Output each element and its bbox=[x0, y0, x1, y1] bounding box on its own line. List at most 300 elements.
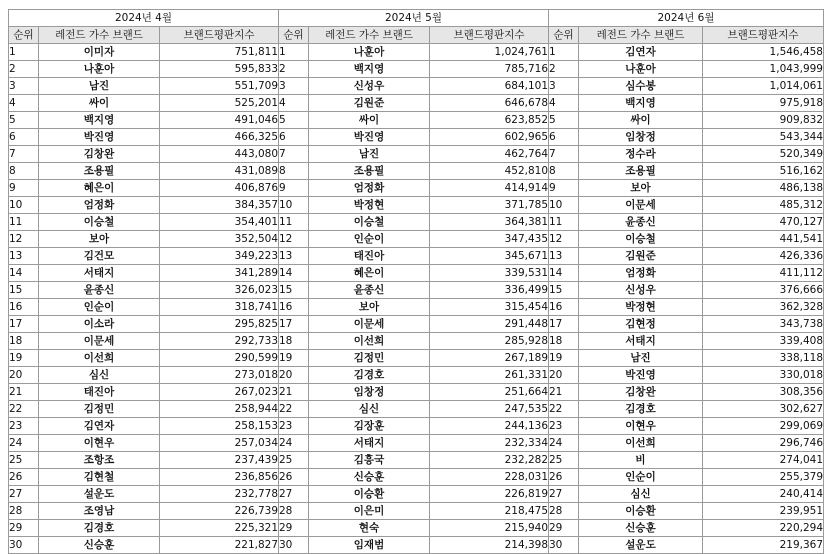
rank-cell: 14 bbox=[549, 265, 579, 282]
rank-cell: 4 bbox=[9, 95, 39, 112]
table-row bbox=[9, 112, 279, 129]
index-value-cell: 318,741 bbox=[160, 299, 279, 316]
rank-cell: 13 bbox=[549, 248, 579, 265]
table-row bbox=[549, 367, 824, 384]
rank-cell: 9 bbox=[9, 180, 39, 197]
rank-cell: 2 bbox=[549, 61, 579, 78]
index-value-cell: 239,951 bbox=[703, 503, 824, 520]
rank-cell: 12 bbox=[9, 231, 39, 248]
rank-cell: 23 bbox=[9, 418, 39, 435]
index-value-cell: 261,331 bbox=[430, 367, 549, 384]
table-row bbox=[9, 197, 279, 214]
table-row bbox=[9, 180, 279, 197]
table-row bbox=[549, 214, 824, 231]
rank-cell: 16 bbox=[549, 299, 579, 316]
table-row bbox=[549, 333, 824, 350]
brand-name-cell: 이문세 bbox=[579, 197, 703, 214]
index-value-cell: 684,101 bbox=[430, 78, 549, 95]
brand-name-cell: 임재범 bbox=[309, 537, 430, 554]
table-row bbox=[279, 180, 549, 197]
index-value-cell: 226,739 bbox=[160, 503, 279, 520]
index-value-cell: 296,746 bbox=[703, 435, 824, 452]
brand-name-cell: 나훈아 bbox=[39, 61, 160, 78]
rank-cell: 18 bbox=[9, 333, 39, 350]
rank-cell: 10 bbox=[9, 197, 39, 214]
table-row bbox=[279, 95, 549, 112]
rank-cell: 1 bbox=[549, 44, 579, 61]
rank-cell: 12 bbox=[549, 231, 579, 248]
table-row bbox=[549, 197, 824, 214]
table-row bbox=[549, 265, 824, 282]
brand-name-cell: 신성우 bbox=[579, 282, 703, 299]
index-value-cell: 215,940 bbox=[430, 520, 549, 537]
index-value-cell: 267,023 bbox=[160, 384, 279, 401]
index-value-cell: 299,069 bbox=[703, 418, 824, 435]
index-value-cell: 339,531 bbox=[430, 265, 549, 282]
brand-name-cell: 조항조 bbox=[39, 452, 160, 469]
rank-cell: 19 bbox=[9, 350, 39, 367]
rank-header: 순위 bbox=[9, 27, 39, 44]
index-value-cell: 376,666 bbox=[703, 282, 824, 299]
table-row bbox=[279, 112, 549, 129]
index-value-cell: 516,162 bbox=[703, 163, 824, 180]
table-row bbox=[279, 350, 549, 367]
brand-name-cell: 김창완 bbox=[579, 384, 703, 401]
brand-name-cell: 이승철 bbox=[39, 214, 160, 231]
index-value-cell: 255,379 bbox=[703, 469, 824, 486]
rank-cell: 7 bbox=[279, 146, 309, 163]
rank-cell: 3 bbox=[549, 78, 579, 95]
rank-cell: 4 bbox=[549, 95, 579, 112]
table-row bbox=[279, 333, 549, 350]
brand-name-cell: 인순이 bbox=[309, 231, 430, 248]
brand-name-cell: 혜은이 bbox=[39, 180, 160, 197]
brand-name-cell: 혜은이 bbox=[309, 265, 430, 282]
table-row bbox=[9, 486, 279, 503]
brand-name-cell: 신성우 bbox=[309, 78, 430, 95]
rank-cell: 24 bbox=[549, 435, 579, 452]
index-value-cell: 349,223 bbox=[160, 248, 279, 265]
index-value-cell: 602,965 bbox=[430, 129, 549, 146]
table-row bbox=[549, 112, 824, 129]
table-row bbox=[279, 248, 549, 265]
table-row bbox=[549, 61, 824, 78]
brand-name-cell: 엄정화 bbox=[309, 180, 430, 197]
brand-name-cell: 박정현 bbox=[579, 299, 703, 316]
table-row bbox=[549, 316, 824, 333]
rank-cell: 25 bbox=[549, 452, 579, 469]
table-row bbox=[9, 316, 279, 333]
rank-cell: 22 bbox=[9, 401, 39, 418]
table-row bbox=[279, 401, 549, 418]
brand-name-cell: 서태지 bbox=[39, 265, 160, 282]
brand-name-cell: 심신 bbox=[39, 367, 160, 384]
rank-cell: 21 bbox=[9, 384, 39, 401]
rank-cell: 16 bbox=[279, 299, 309, 316]
index-value-cell: 785,716 bbox=[430, 61, 549, 78]
index-value-cell: 341,289 bbox=[160, 265, 279, 282]
table-row bbox=[549, 486, 824, 503]
index-value-cell: 414,914 bbox=[430, 180, 549, 197]
brand-name-cell: 정수라 bbox=[579, 146, 703, 163]
table-row bbox=[279, 503, 549, 520]
rank-cell: 2 bbox=[279, 61, 309, 78]
rank-cell: 21 bbox=[279, 384, 309, 401]
rank-cell: 26 bbox=[279, 469, 309, 486]
rank-cell: 6 bbox=[549, 129, 579, 146]
month-title: 2024년 5월 bbox=[279, 10, 549, 27]
rank-cell: 17 bbox=[279, 316, 309, 333]
table-row bbox=[549, 231, 824, 248]
table-row bbox=[549, 163, 824, 180]
table-row bbox=[9, 299, 279, 316]
brand-name-cell: 설운도 bbox=[579, 537, 703, 554]
index-value-cell: 290,599 bbox=[160, 350, 279, 367]
index-value-cell: 909,832 bbox=[703, 112, 824, 129]
rank-cell: 13 bbox=[279, 248, 309, 265]
table-row bbox=[279, 282, 549, 299]
brand-name-cell: 박진영 bbox=[579, 367, 703, 384]
index-value-cell: 520,349 bbox=[703, 146, 824, 163]
table-row bbox=[9, 231, 279, 248]
index-value-cell: 232,334 bbox=[430, 435, 549, 452]
brand-name-cell: 태진아 bbox=[309, 248, 430, 265]
brand-name-cell: 김경호 bbox=[579, 401, 703, 418]
rank-cell: 28 bbox=[9, 503, 39, 520]
brand-name-cell: 서태지 bbox=[309, 435, 430, 452]
brand-name-cell: 조영남 bbox=[39, 503, 160, 520]
index-value-cell: 218,475 bbox=[430, 503, 549, 520]
brand-name-cell: 이승철 bbox=[579, 231, 703, 248]
brand-name-cell: 김원준 bbox=[309, 95, 430, 112]
brand-name-cell: 윤종신 bbox=[309, 282, 430, 299]
rank-cell: 17 bbox=[549, 316, 579, 333]
month-title: 2024년 4월 bbox=[9, 10, 279, 27]
table-row bbox=[549, 44, 824, 61]
brand-name-cell: 나훈아 bbox=[579, 61, 703, 78]
brand-name-cell: 박진영 bbox=[309, 129, 430, 146]
index-value-cell: 362,328 bbox=[703, 299, 824, 316]
brand-name-cell: 김건모 bbox=[39, 248, 160, 265]
brand-name-cell: 심신 bbox=[309, 401, 430, 418]
brand-name-cell: 이문세 bbox=[309, 316, 430, 333]
table-row bbox=[549, 299, 824, 316]
rank-cell: 11 bbox=[549, 214, 579, 231]
table-row bbox=[549, 435, 824, 452]
index-value-cell: 426,336 bbox=[703, 248, 824, 265]
table-row bbox=[549, 95, 824, 112]
index-value-cell: 1,014,061 bbox=[703, 78, 824, 95]
rank-cell: 20 bbox=[279, 367, 309, 384]
index-value-cell: 443,080 bbox=[160, 146, 279, 163]
brand-name-cell: 조용필 bbox=[579, 163, 703, 180]
brand-name-cell: 김경호 bbox=[309, 367, 430, 384]
rank-cell: 6 bbox=[9, 129, 39, 146]
index-value-cell: 543,344 bbox=[703, 129, 824, 146]
brand-name-cell: 이선희 bbox=[309, 333, 430, 350]
index-value-cell: 258,153 bbox=[160, 418, 279, 435]
index-value-cell: 247,535 bbox=[430, 401, 549, 418]
table-row bbox=[279, 197, 549, 214]
rank-cell: 27 bbox=[9, 486, 39, 503]
rank-cell: 5 bbox=[279, 112, 309, 129]
index-value-cell: 1,024,761 bbox=[430, 44, 549, 61]
brand-name-cell: 신승훈 bbox=[579, 520, 703, 537]
index-header: 브랜드평판지수 bbox=[160, 27, 279, 44]
rank-cell: 27 bbox=[279, 486, 309, 503]
table-row bbox=[279, 418, 549, 435]
index-value-cell: 330,018 bbox=[703, 367, 824, 384]
table-row bbox=[279, 231, 549, 248]
brand-name-cell: 이승환 bbox=[579, 503, 703, 520]
table-row bbox=[279, 435, 549, 452]
brand-name-cell: 엄정화 bbox=[579, 265, 703, 282]
index-value-cell: 315,454 bbox=[430, 299, 549, 316]
brand-name-cell: 인순이 bbox=[579, 469, 703, 486]
rank-cell: 3 bbox=[279, 78, 309, 95]
table-row bbox=[279, 299, 549, 316]
rank-cell: 20 bbox=[549, 367, 579, 384]
index-header: 브랜드평판지수 bbox=[430, 27, 549, 44]
table-row bbox=[279, 486, 549, 503]
brand-name-cell: 이현우 bbox=[39, 435, 160, 452]
table-row bbox=[9, 163, 279, 180]
table-row bbox=[549, 129, 824, 146]
rank-cell: 13 bbox=[9, 248, 39, 265]
rank-cell: 25 bbox=[279, 452, 309, 469]
index-value-cell: 347,435 bbox=[430, 231, 549, 248]
brand-name-cell: 조용필 bbox=[309, 163, 430, 180]
index-value-cell: 431,089 bbox=[160, 163, 279, 180]
table-row bbox=[9, 350, 279, 367]
brand-name-cell: 서태지 bbox=[579, 333, 703, 350]
index-value-cell: 646,678 bbox=[430, 95, 549, 112]
brand-name-cell: 보아 bbox=[579, 180, 703, 197]
brand-name-cell: 박진영 bbox=[39, 129, 160, 146]
index-value-cell: 623,852 bbox=[430, 112, 549, 129]
rank-cell: 28 bbox=[279, 503, 309, 520]
brand-name-cell: 백지영 bbox=[579, 95, 703, 112]
brand-name-cell: 보아 bbox=[39, 231, 160, 248]
rank-cell: 24 bbox=[9, 435, 39, 452]
index-value-cell: 214,398 bbox=[430, 537, 549, 554]
table-row bbox=[9, 418, 279, 435]
index-value-cell: 371,785 bbox=[430, 197, 549, 214]
index-value-cell: 232,778 bbox=[160, 486, 279, 503]
rank-cell: 14 bbox=[9, 265, 39, 282]
table-row bbox=[9, 95, 279, 112]
brand-name-cell: 백지영 bbox=[39, 112, 160, 129]
table-row bbox=[279, 384, 549, 401]
table-row bbox=[9, 367, 279, 384]
table-row bbox=[9, 401, 279, 418]
table-row bbox=[549, 248, 824, 265]
brand-name-cell: 심신 bbox=[579, 486, 703, 503]
rank-cell: 22 bbox=[549, 401, 579, 418]
index-value-cell: 251,664 bbox=[430, 384, 549, 401]
index-value-cell: 236,856 bbox=[160, 469, 279, 486]
brand-name-cell: 윤종신 bbox=[579, 214, 703, 231]
brand-name-cell: 김연자 bbox=[579, 44, 703, 61]
rank-cell: 30 bbox=[9, 537, 39, 554]
rank-cell: 16 bbox=[9, 299, 39, 316]
table-row bbox=[549, 282, 824, 299]
rank-cell: 23 bbox=[549, 418, 579, 435]
rank-cell: 14 bbox=[279, 265, 309, 282]
index-value-cell: 228,031 bbox=[430, 469, 549, 486]
table-row bbox=[279, 61, 549, 78]
table-row bbox=[9, 384, 279, 401]
rank-cell: 8 bbox=[9, 163, 39, 180]
brand-name-cell: 조용필 bbox=[39, 163, 160, 180]
index-value-cell: 384,357 bbox=[160, 197, 279, 214]
index-value-cell: 232,282 bbox=[430, 452, 549, 469]
rank-cell: 8 bbox=[549, 163, 579, 180]
brand-name-cell: 신승훈 bbox=[309, 469, 430, 486]
brand-name-cell: 싸이 bbox=[579, 112, 703, 129]
brand-name-cell: 이미자 bbox=[39, 44, 160, 61]
table-row bbox=[279, 214, 549, 231]
rank-cell: 11 bbox=[279, 214, 309, 231]
brand-name-cell: 김원준 bbox=[579, 248, 703, 265]
table-row bbox=[9, 78, 279, 95]
brand-name-cell: 이은미 bbox=[309, 503, 430, 520]
index-value-cell: 352,504 bbox=[160, 231, 279, 248]
index-value-cell: 485,312 bbox=[703, 197, 824, 214]
table-row bbox=[549, 452, 824, 469]
brand-name-cell: 이승환 bbox=[309, 486, 430, 503]
index-value-cell: 345,671 bbox=[430, 248, 549, 265]
index-value-cell: 258,944 bbox=[160, 401, 279, 418]
table-row bbox=[9, 265, 279, 282]
rank-header: 순위 bbox=[279, 27, 309, 44]
rank-cell: 10 bbox=[549, 197, 579, 214]
month-title: 2024년 6월 bbox=[549, 10, 824, 27]
rank-cell: 9 bbox=[279, 180, 309, 197]
rank-cell: 11 bbox=[9, 214, 39, 231]
rank-cell: 30 bbox=[279, 537, 309, 554]
ranking-table-april bbox=[8, 9, 279, 554]
rank-cell: 23 bbox=[279, 418, 309, 435]
table-row bbox=[9, 146, 279, 163]
table-row bbox=[279, 452, 549, 469]
table-row bbox=[549, 180, 824, 197]
index-value-cell: 336,499 bbox=[430, 282, 549, 299]
table-row bbox=[279, 316, 549, 333]
brand-name-cell: 이문세 bbox=[39, 333, 160, 350]
brand-header: 레전드 가수 브랜드 bbox=[309, 27, 430, 44]
index-value-cell: 406,876 bbox=[160, 180, 279, 197]
rank-cell: 29 bbox=[279, 520, 309, 537]
brand-name-cell: 비 bbox=[579, 452, 703, 469]
index-value-cell: 225,321 bbox=[160, 520, 279, 537]
table-row bbox=[9, 520, 279, 537]
rank-cell: 7 bbox=[9, 146, 39, 163]
table-row bbox=[549, 78, 824, 95]
rank-cell: 5 bbox=[9, 112, 39, 129]
brand-name-cell: 신승훈 bbox=[39, 537, 160, 554]
index-value-cell: 441,541 bbox=[703, 231, 824, 248]
table-row bbox=[9, 61, 279, 78]
table-row bbox=[279, 78, 549, 95]
rank-cell: 10 bbox=[279, 197, 309, 214]
brand-name-cell: 엄정화 bbox=[39, 197, 160, 214]
brand-name-cell: 태진아 bbox=[39, 384, 160, 401]
rank-cell: 15 bbox=[549, 282, 579, 299]
table-row bbox=[279, 520, 549, 537]
rank-cell: 17 bbox=[9, 316, 39, 333]
rank-cell: 18 bbox=[549, 333, 579, 350]
rank-cell: 24 bbox=[279, 435, 309, 452]
index-value-cell: 462,764 bbox=[430, 146, 549, 163]
rank-cell: 12 bbox=[279, 231, 309, 248]
table-row bbox=[279, 44, 549, 61]
brand-name-cell: 박정현 bbox=[309, 197, 430, 214]
brand-name-cell: 김현정 bbox=[579, 316, 703, 333]
index-value-cell: 466,325 bbox=[160, 129, 279, 146]
table-row bbox=[549, 350, 824, 367]
index-value-cell: 292,733 bbox=[160, 333, 279, 350]
index-value-cell: 470,127 bbox=[703, 214, 824, 231]
rank-cell: 3 bbox=[9, 78, 39, 95]
index-value-cell: 295,825 bbox=[160, 316, 279, 333]
brand-name-cell: 심수봉 bbox=[579, 78, 703, 95]
brand-header: 레전드 가수 브랜드 bbox=[39, 27, 160, 44]
brand-name-cell: 김정민 bbox=[309, 350, 430, 367]
index-value-cell: 486,138 bbox=[703, 180, 824, 197]
index-value-cell: 267,189 bbox=[430, 350, 549, 367]
index-value-cell: 273,018 bbox=[160, 367, 279, 384]
table-row bbox=[549, 418, 824, 435]
table-row bbox=[279, 265, 549, 282]
table-row bbox=[9, 503, 279, 520]
table-row bbox=[9, 469, 279, 486]
index-value-cell: 525,201 bbox=[160, 95, 279, 112]
index-value-cell: 219,367 bbox=[703, 537, 824, 554]
rank-cell: 19 bbox=[279, 350, 309, 367]
brand-name-cell: 이선희 bbox=[579, 435, 703, 452]
index-value-cell: 411,112 bbox=[703, 265, 824, 282]
table-row bbox=[9, 44, 279, 61]
rank-cell: 2 bbox=[9, 61, 39, 78]
table-row bbox=[279, 146, 549, 163]
brand-name-cell: 이소라 bbox=[39, 316, 160, 333]
table-row bbox=[9, 333, 279, 350]
index-value-cell: 240,414 bbox=[703, 486, 824, 503]
brand-name-cell: 현숙 bbox=[309, 520, 430, 537]
rank-cell: 9 bbox=[549, 180, 579, 197]
table-row bbox=[279, 163, 549, 180]
rank-cell: 15 bbox=[9, 282, 39, 299]
table-row bbox=[549, 537, 824, 554]
rank-cell: 1 bbox=[279, 44, 309, 61]
index-value-cell: 338,118 bbox=[703, 350, 824, 367]
index-value-cell: 339,408 bbox=[703, 333, 824, 350]
brand-header: 레전드 가수 브랜드 bbox=[579, 27, 703, 44]
rank-cell: 18 bbox=[279, 333, 309, 350]
index-value-cell: 343,738 bbox=[703, 316, 824, 333]
index-value-cell: 291,448 bbox=[430, 316, 549, 333]
rank-cell: 26 bbox=[549, 469, 579, 486]
index-value-cell: 308,356 bbox=[703, 384, 824, 401]
brand-name-cell: 설운도 bbox=[39, 486, 160, 503]
table-row bbox=[549, 469, 824, 486]
brand-name-cell: 나훈아 bbox=[309, 44, 430, 61]
index-value-cell: 595,833 bbox=[160, 61, 279, 78]
brand-name-cell: 임창정 bbox=[309, 384, 430, 401]
rank-cell: 20 bbox=[9, 367, 39, 384]
table-row bbox=[279, 129, 549, 146]
